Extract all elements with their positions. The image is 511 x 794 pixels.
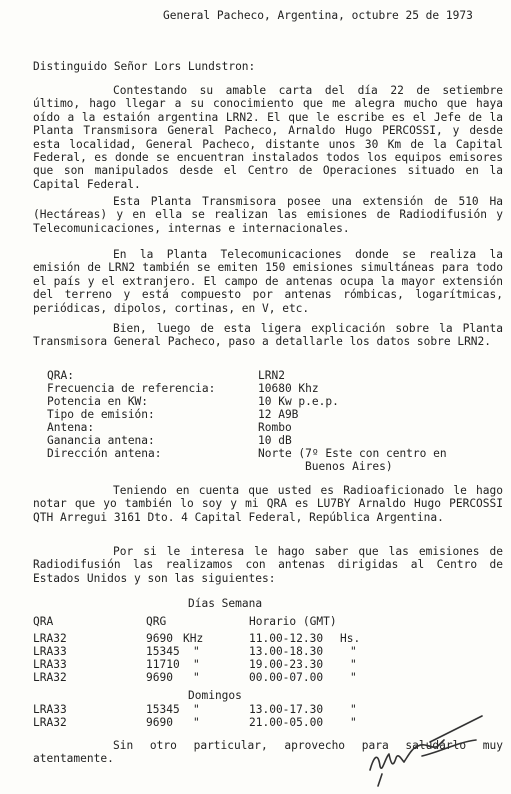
schedule-qra: LRA33	[33, 658, 67, 671]
paragraph-4: Bien, luego de esta ligera explicación sobre la Planta Transmisora General Pacheco, paso a detallarle los datos sobre LRN2.	[33, 322, 503, 349]
salutation: Distinguido Señor Lors Lundstron:	[33, 60, 256, 73]
schedule-time: 21.00-05.00	[249, 716, 324, 729]
station-label: Ganancia antena:	[47, 434, 155, 447]
station-label: Tipo de emisión:	[47, 408, 155, 421]
schedule-qrg: 15345	[146, 645, 180, 658]
weekdays-title: Días Semana	[188, 597, 263, 610]
schedule-qrg: 9690	[146, 716, 173, 729]
paragraph-3: En la Planta Telecomunicaciones donde se realiza la emisión de LRN2 también se emiten 150 emisiones simultáneas para todo el país y el extranjero. El campo de antenas ocupa la mayor extensión del terreno y está compuesto por antenas rómbicas, logarítmicas, periódicas, dipolos, cortinas, en V, etc.	[33, 248, 503, 315]
station-value-continued: Buenos Aires)	[305, 460, 393, 473]
schedule-suffix: "	[350, 658, 357, 671]
schedule-time: 13.00-17.30	[249, 703, 324, 716]
paragraph-schedule: Por si le interesa le hago saber que las emisiones de Radiodifusión las realizamos con antenas dirigidas al Centro de Estados Unidos y son las siguientes:	[33, 545, 503, 585]
schedule-suffix: "	[350, 703, 357, 716]
schedule-unit: "	[193, 671, 200, 684]
schedule-qrg: 11710	[146, 658, 180, 671]
header-horario: Horario (GMT)	[249, 615, 337, 628]
schedule-unit: "	[193, 658, 200, 671]
header-qra: QRA	[33, 615, 54, 628]
schedule-time: 13.00-18.30	[249, 645, 324, 658]
station-value: Norte (7º Este con centro en	[258, 447, 447, 460]
header-qrg: QRG	[146, 615, 167, 628]
station-value: 10680 Khz	[258, 382, 319, 395]
handwritten-signature	[360, 712, 490, 788]
station-value: 10 Kw p.e.p.	[258, 395, 339, 408]
station-value: 12 A9B	[258, 408, 299, 421]
schedule-unit: "	[193, 716, 200, 729]
station-label: QRA:	[47, 369, 74, 382]
schedule-qrg: 15345	[146, 703, 180, 716]
schedule-suffix: "	[350, 716, 357, 729]
schedule-unit: "	[193, 645, 200, 658]
station-label: Frecuencia de referencia:	[47, 382, 216, 395]
schedule-qra: LRA33	[33, 645, 67, 658]
station-label: Antena:	[47, 421, 95, 434]
schedule-unit: KHz	[183, 632, 204, 645]
schedule-time: 11.00-12.30	[249, 632, 324, 645]
station-value: Rombo	[258, 421, 292, 434]
schedule-time: 00.00-07.00	[249, 671, 324, 684]
schedule-qra: LRA32	[33, 716, 67, 729]
schedule-unit: "	[193, 703, 200, 716]
station-value: 10 dB	[258, 434, 292, 447]
schedule-time: 19.00-23.30	[249, 658, 324, 671]
place-date: General Pacheco, Argentina, octubre 25 de 1973	[163, 9, 473, 22]
schedule-qrg: 9690	[146, 632, 173, 645]
schedule-qra: LRA32	[33, 632, 67, 645]
schedule-qrg: 9690	[146, 671, 173, 684]
schedule-qra: LRA32	[33, 671, 67, 684]
sundays-title: Domingos	[188, 689, 242, 702]
schedule-suffix: Hs.	[340, 632, 361, 645]
closing-paragraph: Sin otro particular, aprovecho para saludarlo muy atentamente.	[33, 739, 503, 766]
station-label: Dirección antena:	[47, 447, 162, 460]
station-value: LRN2	[258, 369, 285, 382]
station-label: Potencia en KW:	[47, 395, 149, 408]
schedule-qra: LRA33	[33, 703, 67, 716]
paragraph-1: Contestando su amable carta del día 22 de setiembre último, hago llegar a su conocimiento que me alegra mucho que haya oído a la estaión argentina LRN2. El que le escribe es el Jefe de la Planta Transmisora General Pacheco, Arnaldo Hugo PERCOSSI, y desde esta localidad, General Pacheco, distante unos 30 Km de la Capital Federal, es donde se encuentran instalados todos los equipos emisores que son manipulados desde el Centro de Operaciones situado en la Capital Federal.	[33, 84, 503, 191]
paragraph-2: Esta Planta Transmisora posee una extensión de 510 Ha (Hectáreas) y en ella se realizan las emisiones de Radiodifusión y Telecomunicaciones, internas e internacionales.	[33, 195, 503, 235]
schedule-suffix: "	[350, 671, 357, 684]
schedule-suffix: "	[350, 645, 357, 658]
paragraph-ham: Teniendo en cuenta que usted es Radioaficionado le hago notar que yo también lo soy y mi QRA es LU7BY Arnaldo Hugo PERCOSSI QTH Arregui 3161 Dto. 4 Capital Federal, República Argentina.	[33, 484, 503, 524]
